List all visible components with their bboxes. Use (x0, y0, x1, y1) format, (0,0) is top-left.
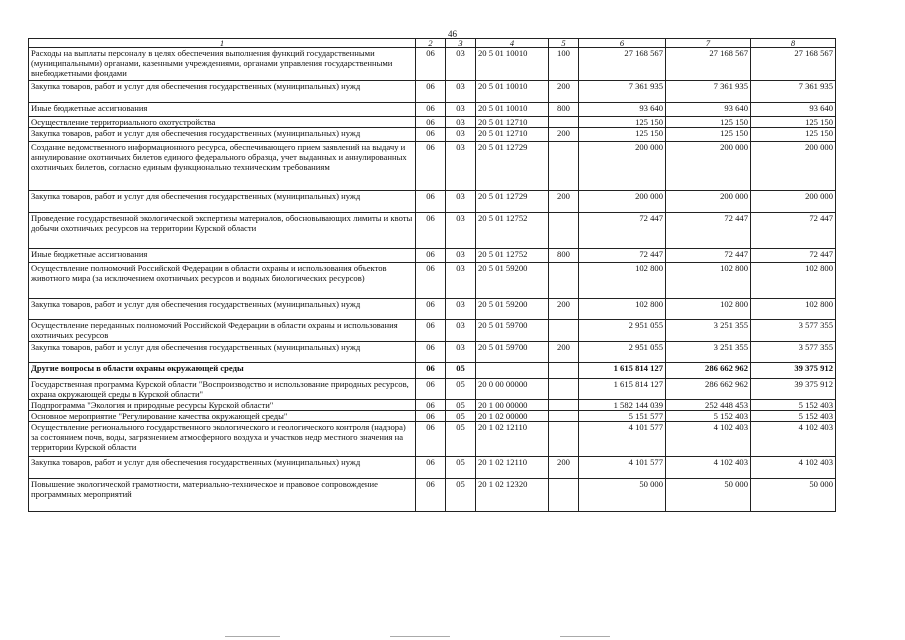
section-code: 06 (416, 191, 446, 213)
section-code: 06 (416, 128, 446, 142)
table-row (29, 48, 836, 81)
amount-col-8: 5 152 403 (751, 400, 836, 411)
amount-col-6: 2 951 055 (579, 320, 666, 342)
section-code: 06 (416, 117, 446, 128)
target-article-code: 20 5 01 12729 (476, 142, 549, 191)
section-code: 06 (416, 48, 446, 81)
amount-col-7: 286 662 962 (666, 379, 751, 400)
target-article-code: 20 0 00 00000 (476, 379, 549, 400)
table-row (29, 422, 836, 457)
expense-type-code: 200 (549, 299, 579, 320)
row-name: Закупка товаров, работ и услуг для обеспечения государственных (муниципальных) нужд (29, 299, 416, 320)
subsection-code: 03 (446, 142, 476, 191)
section-code: 06 (416, 142, 446, 191)
subsection-code: 03 (446, 320, 476, 342)
subsection-code: 03 (446, 249, 476, 263)
amount-col-7: 50 000 (666, 479, 751, 512)
amount-col-7: 3 251 355 (666, 342, 751, 363)
amount-col-7: 7 361 935 (666, 81, 751, 103)
section-code: 06 (416, 81, 446, 103)
row-name: Закупка товаров, работ и услуг для обеспечения государственных (муниципальных) нужд (29, 191, 416, 213)
subsection-code: 05 (446, 422, 476, 457)
amount-col-8: 72 447 (751, 213, 836, 249)
expense-type-code (549, 422, 579, 457)
table-row (29, 81, 836, 103)
section-code: 06 (416, 103, 446, 117)
section-code: 06 (416, 320, 446, 342)
table-row (29, 320, 836, 342)
row-name: Закупка товаров, работ и услуг для обеспечения государственных (муниципальных) нужд (29, 128, 416, 142)
expense-type-code: 200 (549, 81, 579, 103)
page-number: 46 (448, 29, 457, 39)
expense-type-code: 200 (549, 128, 579, 142)
section-code: 06 (416, 457, 446, 479)
amount-col-7: 200 000 (666, 191, 751, 213)
amount-col-8: 4 102 403 (751, 457, 836, 479)
expense-type-code (549, 142, 579, 191)
amount-col-8: 125 150 (751, 128, 836, 142)
row-name: Создание ведомственного информационного ресурса, обеспечивающего прием заявлений на выдачу и аннулирование охотничьих билетов единого федерального образца, учет выданных и аннулированных охотничьих билетов, согласно единым функционально техническим требованиям (29, 142, 416, 191)
section-code: 06 (416, 422, 446, 457)
table-row (29, 249, 836, 263)
expense-type-code: 100 (549, 48, 579, 81)
expense-type-code: 800 (549, 103, 579, 117)
section-code: 06 (416, 342, 446, 363)
scan-mark (560, 636, 610, 637)
amount-col-6: 72 447 (579, 213, 666, 249)
row-name: Подпрограмма "Экология и природные ресурсы Курской области" (29, 400, 416, 411)
target-article-code: 20 1 02 12110 (476, 422, 549, 457)
amount-col-7: 3 251 355 (666, 320, 751, 342)
section-code: 06 (416, 400, 446, 411)
subsection-code: 03 (446, 299, 476, 320)
amount-col-8: 39 375 912 (751, 379, 836, 400)
target-article-code: 20 5 01 10010 (476, 48, 549, 81)
column-number: 1 (29, 39, 416, 48)
amount-col-7: 4 102 403 (666, 422, 751, 457)
row-name: Закупка товаров, работ и услуг для обеспечения государственных (муниципальных) нужд (29, 81, 416, 103)
expense-type-code (549, 379, 579, 400)
amount-col-8: 93 640 (751, 103, 836, 117)
subsection-code: 03 (446, 342, 476, 363)
scan-mark (390, 636, 450, 637)
amount-col-8: 200 000 (751, 191, 836, 213)
table-row (29, 479, 836, 512)
table-row (29, 411, 836, 422)
expense-type-code (549, 363, 579, 379)
amount-col-6: 1 582 144 039 (579, 400, 666, 411)
expense-type-code (549, 400, 579, 411)
expense-type-code: 200 (549, 342, 579, 363)
amount-col-7: 125 150 (666, 128, 751, 142)
amount-col-6: 102 800 (579, 263, 666, 299)
amount-col-6: 5 151 577 (579, 411, 666, 422)
section-code: 06 (416, 379, 446, 400)
section-code: 06 (416, 213, 446, 249)
amount-col-8: 3 577 355 (751, 320, 836, 342)
target-article-code: 20 1 02 12320 (476, 479, 549, 512)
table-row (29, 342, 836, 363)
expense-type-code (549, 117, 579, 128)
column-number-row (29, 39, 836, 48)
subsection-code: 05 (446, 457, 476, 479)
table-row (29, 103, 836, 117)
section-code: 06 (416, 299, 446, 320)
target-article-code: 20 5 01 59700 (476, 342, 549, 363)
target-article-code: 20 5 01 59700 (476, 320, 549, 342)
section-code: 06 (416, 411, 446, 422)
amount-col-6: 200 000 (579, 191, 666, 213)
target-article-code: 20 5 01 12752 (476, 249, 549, 263)
subsection-code: 03 (446, 48, 476, 81)
subsection-code: 03 (446, 117, 476, 128)
subsection-code: 03 (446, 81, 476, 103)
subsection-code: 03 (446, 191, 476, 213)
table-row (29, 263, 836, 299)
row-name: Иные бюджетные ассигнования (29, 103, 416, 117)
row-name: Основное мероприятие "Регулирование качества окружающей среды" (29, 411, 416, 422)
row-name: Осуществление регионального государственного экологического и геологического контроля (надзора) за состоянием почв, воды, загрязнением атмосферного воздуха и участков недр местного значения на территории Курской области (29, 422, 416, 457)
amount-col-8: 102 800 (751, 299, 836, 320)
expense-type-code (549, 479, 579, 512)
amount-col-7: 72 447 (666, 249, 751, 263)
column-number: 5 (549, 39, 579, 48)
column-number: 8 (751, 39, 836, 48)
amount-col-8: 125 150 (751, 117, 836, 128)
amount-col-6: 7 361 935 (579, 81, 666, 103)
table-row (29, 117, 836, 128)
expense-type-code: 200 (549, 457, 579, 479)
row-name: Иные бюджетные ассигнования (29, 249, 416, 263)
row-name: Осуществление полномочий Российской Федерации в области охраны и использования объектов животного мира (за исключением охотничьих ресурсов и водных биологических ресурсов) (29, 263, 416, 299)
column-number: 7 (666, 39, 751, 48)
amount-col-6: 27 168 567 (579, 48, 666, 81)
section-code: 06 (416, 479, 446, 512)
amount-col-6: 125 150 (579, 128, 666, 142)
subsection-code: 03 (446, 263, 476, 299)
row-name: Повышение экологической грамотности, материально-техническое и правовое сопровождение программных мероприятий (29, 479, 416, 512)
expense-type-code (549, 411, 579, 422)
amount-col-8: 4 102 403 (751, 422, 836, 457)
amount-col-7: 125 150 (666, 117, 751, 128)
subsection-code: 05 (446, 379, 476, 400)
budget-table (28, 38, 836, 512)
scan-mark (225, 636, 280, 637)
row-name: Государственная программа Курской области "Воспроизводство и использование природных ресурсов, охрана окружающей среды в Курской области" (29, 379, 416, 400)
amount-col-8: 39 375 912 (751, 363, 836, 379)
amount-col-6: 72 447 (579, 249, 666, 263)
expense-type-code: 800 (549, 249, 579, 263)
amount-col-7: 72 447 (666, 213, 751, 249)
subsection-code: 05 (446, 400, 476, 411)
target-article-code: 20 5 01 12710 (476, 128, 549, 142)
column-number: 4 (476, 39, 549, 48)
amount-col-8: 200 000 (751, 142, 836, 191)
row-name: Проведение государственной экологической экспертизы материалов, обосновывающих лимиты и квоты добычи охотничьих ресурсов на территории Курской области (29, 213, 416, 249)
table-row (29, 191, 836, 213)
amount-col-6: 4 101 577 (579, 422, 666, 457)
row-name: Осуществление территориального охотустройства (29, 117, 416, 128)
amount-col-7: 102 800 (666, 299, 751, 320)
amount-col-6: 4 101 577 (579, 457, 666, 479)
table-row (29, 363, 836, 379)
amount-col-6: 200 000 (579, 142, 666, 191)
table-row (29, 213, 836, 249)
subsection-code: 03 (446, 103, 476, 117)
amount-col-6: 50 000 (579, 479, 666, 512)
target-article-code: 20 5 01 10010 (476, 81, 549, 103)
expense-type-code (549, 213, 579, 249)
table-row (29, 299, 836, 320)
target-article-code: 20 5 01 10010 (476, 103, 549, 117)
table-row (29, 457, 836, 479)
table-row (29, 379, 836, 400)
target-article-code: 20 5 01 59200 (476, 299, 549, 320)
amount-col-8: 3 577 355 (751, 342, 836, 363)
subsection-code: 05 (446, 479, 476, 512)
row-name: Осуществление переданных полномочий Российской Федерации в области охраны и использования охотничьих ресурсов (29, 320, 416, 342)
section-code: 06 (416, 249, 446, 263)
table-row (29, 128, 836, 142)
amount-col-6: 1 615 814 127 (579, 363, 666, 379)
target-article-code (476, 363, 549, 379)
amount-col-6: 102 800 (579, 299, 666, 320)
subsection-code: 03 (446, 213, 476, 249)
amount-col-7: 200 000 (666, 142, 751, 191)
target-article-code: 20 5 01 12729 (476, 191, 549, 213)
target-article-code: 20 1 02 00000 (476, 411, 549, 422)
amount-col-7: 27 168 567 (666, 48, 751, 81)
expense-type-code (549, 320, 579, 342)
amount-col-7: 4 102 403 (666, 457, 751, 479)
table-row (29, 142, 836, 191)
amount-col-6: 125 150 (579, 117, 666, 128)
amount-col-8: 50 000 (751, 479, 836, 512)
row-name: Расходы на выплаты персоналу в целях обеспечения выполнения функций государственными (муниципальными) органами, казенными учреждениями, органами управления государственными внебюджетными фондами (29, 48, 416, 81)
row-name: Закупка товаров, работ и услуг для обеспечения государственных (муниципальных) нужд (29, 342, 416, 363)
row-name: Другие вопросы в области охраны окружающей среды (29, 363, 416, 379)
column-number: 2 (416, 39, 446, 48)
amount-col-7: 286 662 962 (666, 363, 751, 379)
target-article-code: 20 5 01 59200 (476, 263, 549, 299)
target-article-code: 20 1 02 12110 (476, 457, 549, 479)
amount-col-7: 93 640 (666, 103, 751, 117)
amount-col-6: 2 951 055 (579, 342, 666, 363)
target-article-code: 20 5 01 12710 (476, 117, 549, 128)
amount-col-7: 102 800 (666, 263, 751, 299)
amount-col-8: 7 361 935 (751, 81, 836, 103)
column-number: 3 (446, 39, 476, 48)
amount-col-8: 5 152 403 (751, 411, 836, 422)
table-row (29, 400, 836, 411)
subsection-code: 05 (446, 411, 476, 422)
subsection-code: 03 (446, 128, 476, 142)
amount-col-8: 102 800 (751, 263, 836, 299)
expense-type-code: 200 (549, 191, 579, 213)
amount-col-7: 252 448 453 (666, 400, 751, 411)
subsection-code: 05 (446, 363, 476, 379)
target-article-code: 20 1 00 00000 (476, 400, 549, 411)
row-name: Закупка товаров, работ и услуг для обеспечения государственных (муниципальных) нужд (29, 457, 416, 479)
amount-col-8: 27 168 567 (751, 48, 836, 81)
column-number: 6 (579, 39, 666, 48)
target-article-code: 20 5 01 12752 (476, 213, 549, 249)
amount-col-6: 93 640 (579, 103, 666, 117)
amount-col-8: 72 447 (751, 249, 836, 263)
section-code: 06 (416, 263, 446, 299)
section-code: 06 (416, 363, 446, 379)
amount-col-7: 5 152 403 (666, 411, 751, 422)
expense-type-code (549, 263, 579, 299)
amount-col-6: 1 615 814 127 (579, 379, 666, 400)
